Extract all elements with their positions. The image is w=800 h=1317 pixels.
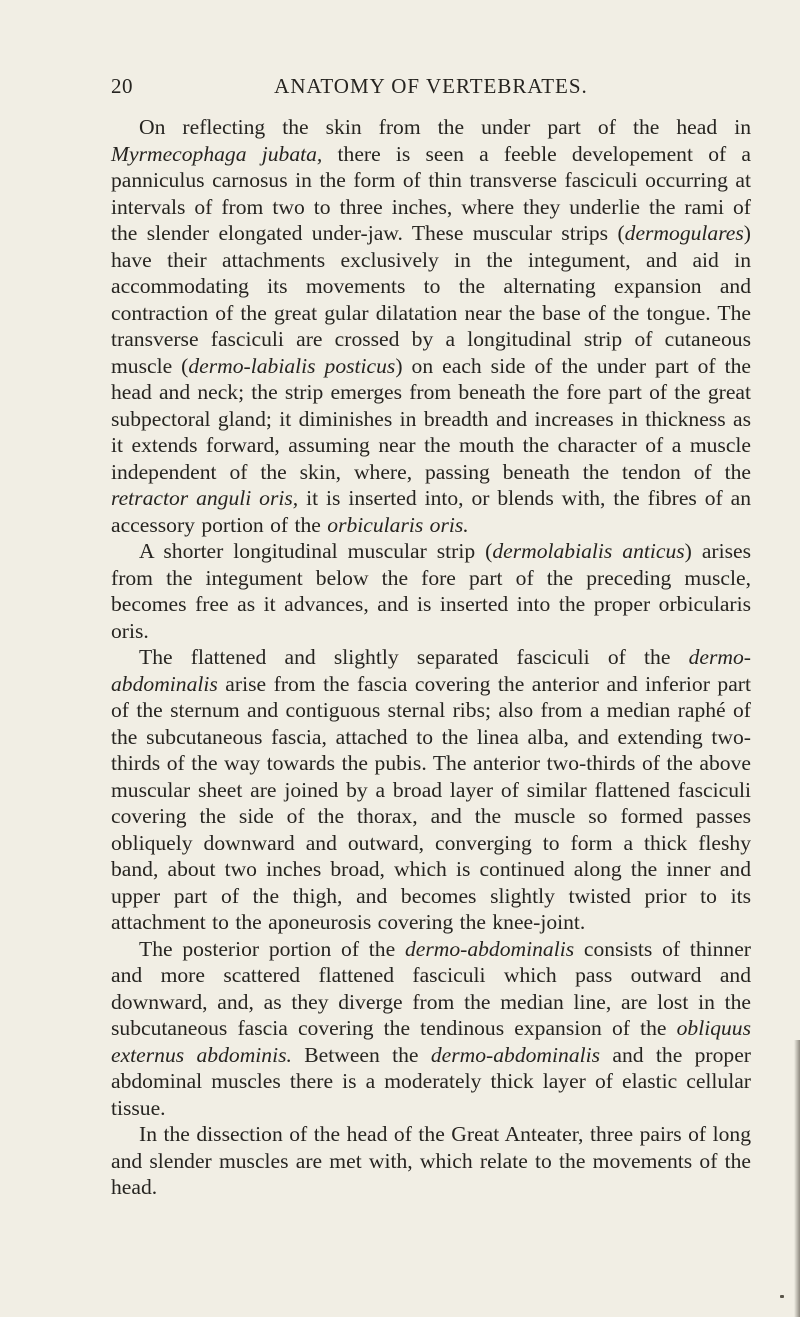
text-run: On reflecting the skin from the under part of the head in <box>139 115 751 139</box>
paragraph-dermo-abdominalis <box>111 644 751 936</box>
text-run: there is seen a feeble developement of a panniculus carnosus in the form of thin transverse fasciculi occurring at intervals of from two to three inches, where they underlie the rami of the slender elongated under-jaw. These muscular strips ( <box>111 141 751 245</box>
text-run: ) arises from the integument below the fore part of the preceding muscle, becomes free as it advances, and is inserted into the proper orbicularis oris. <box>111 539 751 643</box>
text-run: consists of thinner and more scattered flattened fasciculi which pass outward and downward, and, as they diverge from the median line, are lost in the subcutaneous fascia covering the tendinous expansion of the <box>111 936 751 1040</box>
italic-term: retractor anguli oris, <box>111 486 299 510</box>
italic-term: dermolabialis anticus <box>492 539 685 563</box>
text-run: ) on each side of the under part of the head and neck; the strip emerges from beneath the fore part of the great subpectoral gland; it diminishes in breadth and increases in thickness as it extends forward, assuming near the mouth the character of a muscle independent of the skin, where, passing beneath the tendon of the <box>111 353 751 484</box>
page-number: 20 <box>111 74 133 98</box>
paragraph-posterior-portion <box>111 936 751 1122</box>
italic-term: obliquus externus abdominis. <box>111 1016 751 1067</box>
italic-term: dermogulares <box>624 221 744 245</box>
paper-speck <box>780 1295 784 1298</box>
running-head: ANATOMY OF VERTEBRATES. <box>274 74 588 98</box>
italic-term: dermo-abdominalis <box>111 645 751 696</box>
text-run: The posterior portion of the <box>139 936 405 961</box>
page-header <box>111 74 751 102</box>
page-edge-shadow <box>794 1040 800 1317</box>
text-run: ) have their attachments exclusively in the integument, and aid in accommodating its movements to the alternating expansion and contraction of the great gular dilatation near the base of the tongue. The transverse fasciculi are crossed by a longitudinal strip of cutaneous muscle ( <box>111 221 751 378</box>
text-run: A shorter longitudinal muscular strip ( <box>139 539 493 563</box>
body-text <box>111 114 751 1201</box>
italic-term: dermo-labialis posticus <box>188 353 396 378</box>
paragraph-great-anteater-head <box>111 1121 751 1201</box>
italic-term: Myrmecophaga jubata, <box>111 141 323 166</box>
text-run: The flattened and slightly separated fasciculi of the <box>139 645 689 669</box>
text-run: arise from the fascia covering the anterior and inferior part of the sternum and contiguous sternal ribs; also from a median raphé of the subcutaneous fascia, attached to the linea alba, and extending two-thirds of the way towards the pubis. The anterior two-thirds of the above muscular sheet are joined by a broad layer of similar flattened fasciculi covering the side of the thorax, and the muscle so formed passes obliquely downward and outward, converging to form a thick fleshy band, about two inches broad, which is continued along the inner and upper part of the thigh, and becomes slightly twisted prior to its attachment to the aponeurosis covering the knee-joint. <box>111 671 751 934</box>
paragraph-dermolabialis-anticus <box>111 538 751 644</box>
italic-term: orbicularis oris. <box>327 512 469 537</box>
italic-term: dermo-abdominalis <box>404 936 575 961</box>
text-run: it is inserted into, or blends with, the fibres of an accessory portion of the <box>111 486 752 537</box>
text-run: Between the <box>291 1042 431 1067</box>
italic-term: dermo-abdominalis <box>430 1042 601 1067</box>
paragraph-dermogulares <box>111 114 751 538</box>
text-run: In the dissection of the head of the Great Anteater, three pairs of long and slender muscles are met with, which relate to the movements of the head. <box>111 1122 751 1199</box>
text-run: and the proper abdominal muscles there is a moderately thick layer of elastic cellular tissue. <box>111 1042 751 1120</box>
